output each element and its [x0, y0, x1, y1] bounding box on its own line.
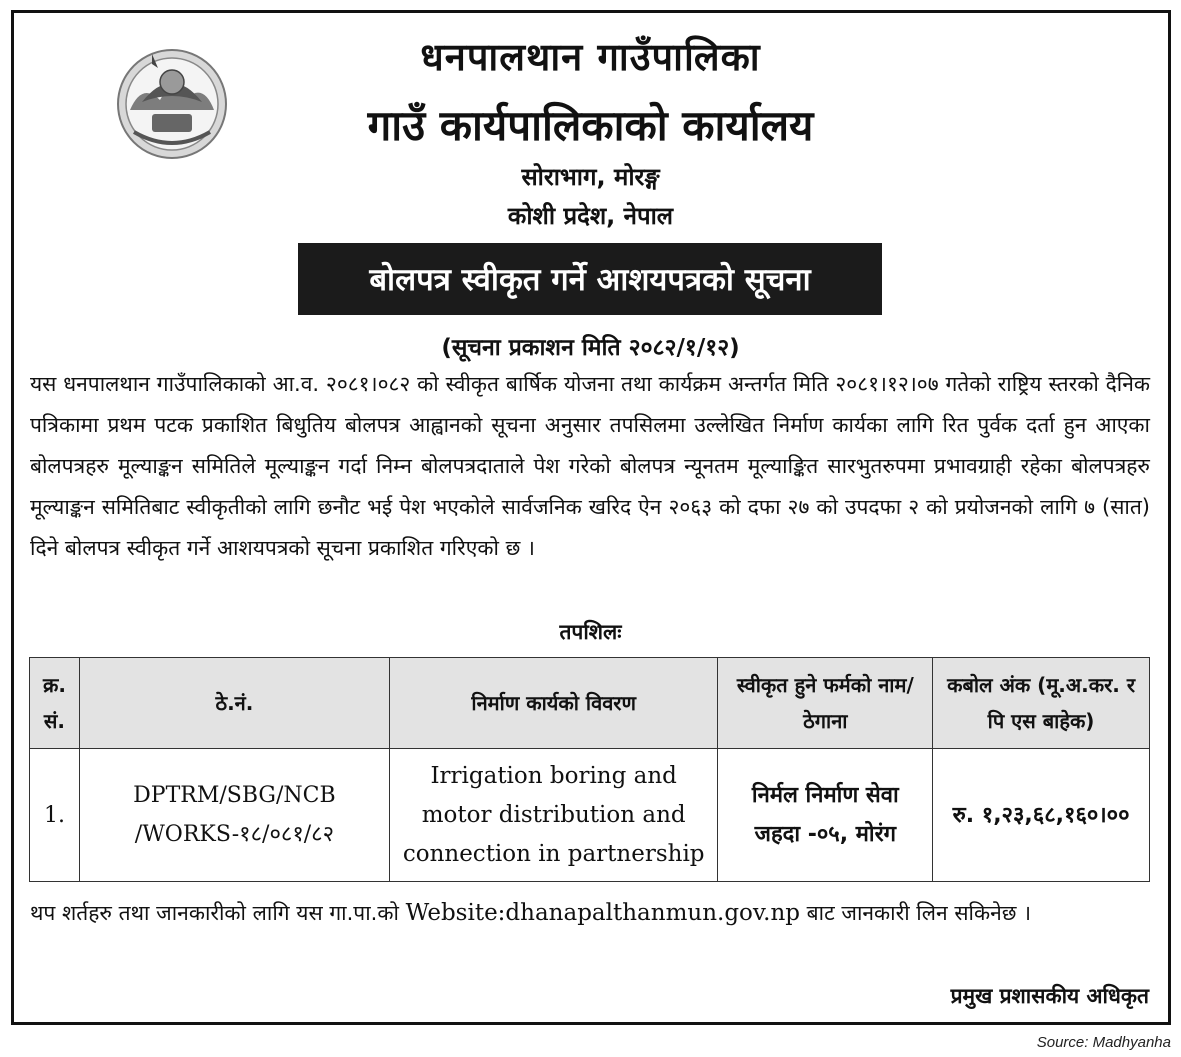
awarded-contract-table	[29, 657, 1150, 882]
publication-date: (सूचना प्रकाशन मिति २०८२/१/१२)	[441, 335, 740, 361]
header-serial-number: क्र. सं.	[30, 658, 80, 749]
firm-name: निर्मल निर्माण सेवा	[751, 783, 899, 808]
office-location: सोराभाग, मोरङ्ग	[521, 163, 660, 191]
firm-address: जहदा -०५, मोरंग	[754, 822, 896, 847]
header-contract-number: ठे.नं.	[79, 658, 389, 749]
table-row	[30, 749, 1150, 882]
table-header-row	[30, 658, 1150, 749]
source-credit: Source: Madhyanha	[1036, 1034, 1171, 1051]
notice-body-paragraph: यस धनपालथान गाउँपालिकाको आ.व. २०८१।०८२ को स्वीकृत बार्षिक योजना तथा कार्यक्रम अन्तर्गत मिति २०८१।१२।०७ गतेको राष्ट्रिय स्तरको दैनिक पत्रिकामा प्रथम पटक प्रकाशित बिधुतिय बोलपत्र आह्वानको सूचना अनुसार तपसिलमा उल्लेखित निर्माण कार्यका लागि रित पुर्वक दर्ता हुन आएका बोलपत्रहरु मूल्याङ्कन समितिले मूल्याङ्कन गर्दा निम्न बोलपत्रदाताले पेश गरेको बोलपत्र न्यूनतम मूल्याङ्कित सारभुतरुपमा प्रभावग्राही रहेका बोलपत्रहरु मूल्याङ्कन समितिबाट स्वीकृतीको लागि छनौट भई पेश भएकोले सार्वजनिक खरिद ऐन २०६३ को दफा २७ को उपदफा २ को प्रयोजनको लागि ७ (सात) दिने बोलपत्र स्वीकृत गर्ने आशयपत्रको सूचना प्रकाशित गरिएको छ ।	[30, 372, 1150, 560]
firm-name-address-cell	[718, 749, 933, 882]
header-bid-amount: कबोल अंक (मू.अ.कर. र पि एस बाहेक)	[933, 658, 1150, 749]
contract-number-cell: DPTRM/SBG/NCB /WORKS-१८/०८१/८२	[79, 749, 389, 882]
office-province: कोशी प्रदेश, नेपाल	[507, 202, 674, 230]
office-name: गाउँ कार्यपालिकाको कार्यालय	[367, 101, 814, 150]
signatory-title: प्रमुख प्रशासकीय अधिकृत	[950, 984, 1149, 1008]
footer-text-end: बाट जानकारी लिन सकिनेछ ।	[800, 901, 1032, 925]
website-link[interactable]: Website:dhanapalthanmun.gov.np	[405, 900, 800, 926]
serial-number-cell: 1.	[30, 749, 80, 882]
footer-info-paragraph	[30, 893, 1150, 934]
notice-title: बोलपत्र स्वीकृत गर्ने आशयपत्रको सूचना	[369, 262, 811, 298]
header-firm-name-address: स्वीकृत हुने फर्मको नाम/ठेगाना	[718, 658, 933, 749]
municipality-name: धनपालथान गाउँपालिका	[420, 35, 761, 79]
table-caption: तपशिलः	[559, 620, 622, 644]
header-work-description: निर्माण कार्यको विवरण	[389, 658, 718, 749]
footer-text-start: थप शर्तहरु तथा जानकारीको लागि यस गा.पा.को	[30, 901, 406, 925]
work-description-cell: Irrigation boring and motor distribution and connection in partnership	[389, 749, 718, 882]
notice-title-banner	[298, 243, 882, 315]
bid-amount-cell: रु. १,२३,६८,१६०।००	[933, 749, 1150, 882]
